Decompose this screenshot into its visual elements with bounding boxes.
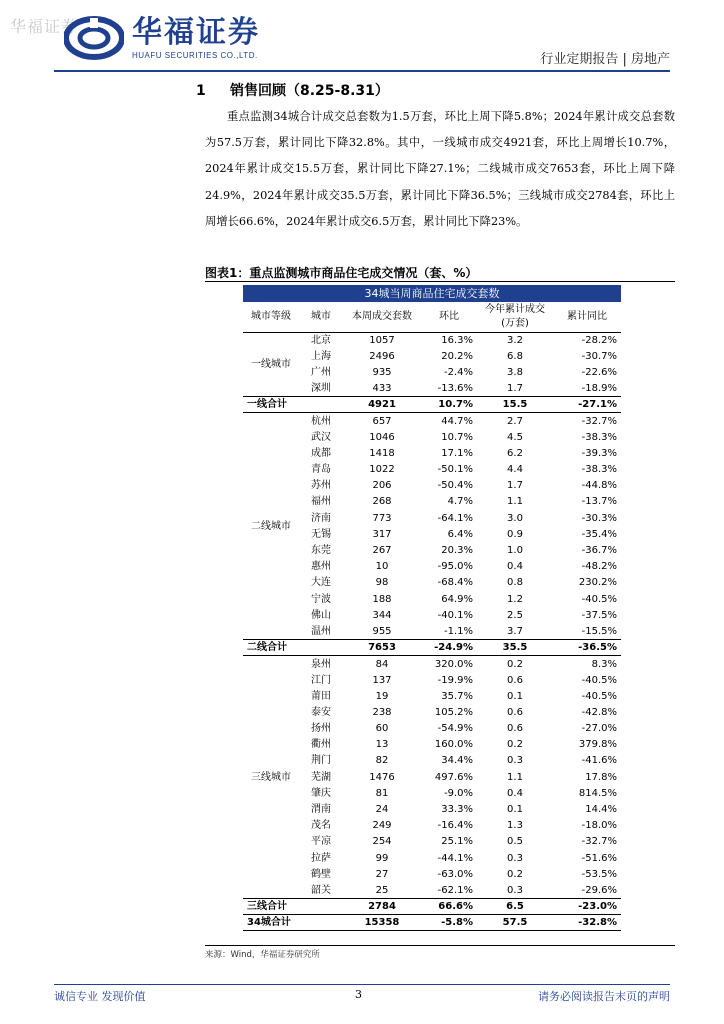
city-cell: 鹤壁: [311, 868, 331, 880]
city-cell: 衢州: [311, 739, 331, 751]
table-row: [243, 721, 621, 737]
table-row: [243, 445, 621, 461]
source-note: 来源：Wind，华福证券研究所: [205, 950, 320, 960]
ytd-units-cell: 1.1: [507, 496, 523, 508]
subtotal-row: [243, 640, 621, 656]
ytd-units-cell: 1.2: [507, 593, 523, 605]
table-row: [243, 882, 621, 898]
wow-change-cell: 10.7%: [441, 431, 473, 443]
table-row: [243, 753, 621, 769]
figure-title-rule: [205, 281, 675, 282]
weekly-units-cell: 344: [372, 609, 392, 621]
wow-change-cell: 6.4%: [447, 528, 473, 540]
weekly-units-cell: 1418: [369, 447, 395, 459]
weekly-units-cell: 137: [372, 674, 392, 686]
city-cell: 杭州: [311, 415, 331, 427]
city-cell: 大连: [311, 577, 331, 589]
weekly-units-cell: 10: [375, 561, 389, 573]
subtotal-row: [243, 397, 621, 413]
ytd-units-cell: 0.4: [507, 561, 523, 573]
weekly-units-cell: 24: [375, 804, 389, 816]
city-cell: 宁波: [311, 593, 331, 605]
weekly-units-cell: 19: [375, 690, 389, 702]
table-body: [243, 332, 621, 931]
yoy-change-cell: -40.5%: [581, 690, 617, 702]
wow-change-cell: 34.4%: [441, 755, 473, 767]
city-cell: 扬州: [311, 723, 331, 735]
table-row: [243, 801, 621, 817]
city-cell: 青岛: [311, 464, 331, 476]
wow-change-cell: -40.1%: [437, 609, 473, 621]
table-row: [243, 737, 621, 753]
weekly-units-cell: 773: [372, 512, 392, 524]
yoy-change-cell: 230.2%: [578, 577, 617, 589]
yoy-change-cell: -29.6%: [581, 884, 617, 896]
ytd-units-cell: 0.2: [507, 739, 523, 751]
yoy-change-cell: -32.7%: [581, 415, 617, 427]
wow-change-cell: -16.4%: [437, 820, 473, 832]
wow-change-cell: 33.3%: [441, 804, 473, 816]
table-row: [243, 769, 621, 785]
table-row: [243, 785, 621, 801]
table-row: [243, 607, 621, 623]
wow-change-cell: -62.1%: [437, 884, 473, 896]
table-row: [243, 672, 621, 688]
wow-change-cell: -13.6%: [437, 382, 473, 394]
yoy-change-cell: -39.3%: [581, 447, 617, 459]
wow-change-cell: 17.1%: [441, 447, 473, 459]
table-row: [243, 462, 621, 478]
ytd-units-cell: 2.5: [507, 609, 523, 621]
wow-change-cell: -64.1%: [437, 512, 473, 524]
ytd-units-total: 15.5: [477, 397, 553, 413]
weekly-units-cell: 249: [372, 820, 392, 832]
table-row: [243, 623, 621, 639]
weekly-units-total: 7653: [343, 640, 421, 656]
table-row: [243, 478, 621, 494]
yoy-change-cell: -30.7%: [581, 350, 617, 362]
subtotal-label: 二线合计: [243, 640, 343, 656]
tier-label: 二线城市: [251, 520, 291, 532]
yoy-change-cell: -18.9%: [581, 382, 617, 394]
ytd-units-cell: 1.0: [507, 545, 523, 557]
wow-change-total: -24.9%: [421, 640, 477, 656]
city-cell: 韶关: [311, 884, 331, 896]
ytd-units-cell: 0.2: [507, 658, 523, 670]
ytd-units-cell: 6.8: [507, 350, 523, 362]
wow-change-cell: 4.7%: [447, 496, 473, 508]
city-cell: 无锡: [311, 528, 331, 540]
summary-paragraph: 重点监测34城合计成交总套数为1.5万套，环比上周下降5.8%；2024年累计成交总套数为57.5万套，累计同比下降32.8%。其中，一线城市成交4921套，环比上周增长10.7%，2024年累计成交15.5万套，累计同比下降27.1%；二线城市成交7653套，环比上周下降24.9%，2024年累计成交35.5万套，累计同比下降36.5%；三线城市成交2784套，环比上周增长66.6%，2024年累计成交6.5万套，累计同比下降23%。: [205, 110, 675, 228]
wow-change-cell: 320.0%: [434, 658, 473, 670]
company-logo: [64, 14, 274, 68]
header-divider: [54, 70, 670, 72]
wow-change-cell: -54.9%: [437, 723, 473, 735]
section-number: 1: [196, 83, 206, 99]
wow-change-cell: -50.1%: [437, 464, 473, 476]
wow-change-cell: -50.4%: [437, 480, 473, 492]
city-cell: 上海: [311, 350, 331, 362]
wow-change-total: 10.7%: [421, 397, 477, 413]
yoy-change-cell: -44.8%: [581, 480, 617, 492]
yoy-change-cell: -42.8%: [581, 706, 617, 718]
city-cell: 北京: [311, 334, 331, 346]
table-row: [243, 850, 621, 866]
weekly-units-cell: 60: [375, 723, 389, 735]
weekly-units-cell: 188: [372, 593, 392, 605]
ytd-units-cell: 0.6: [507, 706, 523, 718]
yoy-change-cell: -32.7%: [581, 836, 617, 848]
yoy-change-cell: -36.7%: [581, 545, 617, 557]
yoy-change-cell: -15.5%: [581, 625, 617, 637]
city-cell: 广州: [311, 366, 331, 378]
ytd-units-total: 6.5: [477, 899, 553, 915]
wow-change-cell: -95.0%: [437, 561, 473, 573]
city-cell: 渭南: [311, 804, 331, 816]
yoy-change-cell: -41.6%: [581, 755, 617, 767]
ytd-units-cell: 0.1: [507, 804, 523, 816]
table-row: [243, 688, 621, 704]
yoy-change-cell: -40.5%: [581, 593, 617, 605]
section-heading: [196, 80, 389, 100]
col-header-city: 城市: [299, 302, 343, 332]
weekly-units-cell: 433: [372, 382, 392, 394]
weekly-units-cell: 25: [375, 884, 389, 896]
weekly-units-cell: 1057: [369, 334, 395, 346]
city-cell: 济南: [311, 512, 331, 524]
wow-change-cell: -44.1%: [437, 852, 473, 864]
weekly-units-total: 4921: [343, 397, 421, 413]
weekly-units-cell: 657: [372, 415, 392, 427]
yoy-change-cell: -18.0%: [581, 820, 617, 832]
logo-swirl-icon: [64, 16, 124, 60]
city-cell: 肇庆: [311, 787, 331, 799]
city-cell: 拉萨: [311, 852, 331, 864]
yoy-change-cell: -38.3%: [581, 464, 617, 476]
yoy-change-cell: -22.6%: [581, 366, 617, 378]
table-row: [243, 429, 621, 445]
table-row: [243, 348, 621, 364]
ytd-units-cell: 3.8: [507, 366, 523, 378]
ytd-units-cell: 1.7: [507, 382, 523, 394]
yoy-change-cell: -40.5%: [581, 674, 617, 686]
table-row: [243, 364, 621, 380]
wow-change-cell: 35.7%: [441, 690, 473, 702]
col-header-wow: 环比: [421, 302, 477, 332]
wow-change-cell: 20.2%: [441, 350, 473, 362]
city-cell: 深圳: [311, 382, 331, 394]
weekly-units-cell: 267: [372, 545, 392, 557]
city-cell: 东莞: [311, 545, 331, 557]
ytd-units-cell: 1.3: [507, 820, 523, 832]
city-cell: 福州: [311, 496, 331, 508]
yoy-change-cell: 379.8%: [578, 739, 617, 751]
yoy-change-cell: -53.5%: [581, 868, 617, 880]
wow-change-cell: 20.3%: [441, 545, 473, 557]
table-row: [243, 494, 621, 510]
footer-slogan: 诚信专业 发现价值: [54, 990, 146, 1003]
ytd-units-cell: 1.7: [507, 480, 523, 492]
city-cell: 茂名: [311, 820, 331, 832]
watermark: 华福证券: [10, 17, 79, 36]
weekly-units-cell: 238: [372, 706, 392, 718]
wow-change-cell: 105.2%: [434, 706, 473, 718]
city-cell: 荆门: [311, 755, 331, 767]
subtotal-label: 一线合计: [243, 397, 343, 413]
wow-change-cell: 25.1%: [441, 836, 473, 848]
ytd-units-cell: 3.0: [507, 512, 523, 524]
logo-text-en: HUAFU SECURITIES CO.,LTD.: [132, 51, 258, 60]
weekly-units-cell: 1046: [369, 431, 395, 443]
ytd-units-cell: 0.2: [507, 868, 523, 880]
wow-change-cell: -63.0%: [437, 868, 473, 880]
table-row: [243, 575, 621, 591]
wow-change-cell: 160.0%: [434, 739, 473, 751]
yoy-change-cell: -51.6%: [581, 852, 617, 864]
weekly-units-cell: 317: [372, 528, 392, 540]
table-row: [243, 866, 621, 882]
ytd-units-cell: 3.7: [507, 625, 523, 637]
city-cell: 武汉: [311, 431, 331, 443]
table-row: [243, 704, 621, 720]
weekly-units-cell: 82: [375, 755, 389, 767]
yoy-change-total: -23.0%: [553, 899, 621, 915]
weekly-units-total: 2784: [343, 899, 421, 915]
weekly-units-cell: 935: [372, 366, 392, 378]
yoy-change-cell: 17.8%: [585, 771, 617, 783]
ytd-units-cell: 0.4: [507, 787, 523, 799]
weekly-units-cell: 1476: [369, 771, 395, 783]
source-rule: [205, 945, 675, 946]
wow-change-cell: -1.1%: [443, 625, 473, 637]
ytd-units-cell: 0.3: [507, 755, 523, 767]
tier-label: 一线城市: [251, 358, 291, 370]
col-header-ytd: 今年累计成交(万套): [477, 302, 553, 332]
wow-change-cell: 64.9%: [441, 593, 473, 605]
yoy-change-cell: -37.5%: [581, 609, 617, 621]
yoy-change-cell: -38.3%: [581, 431, 617, 443]
city-cell: 泰安: [311, 706, 331, 718]
ytd-units-cell: 4.5: [507, 431, 523, 443]
subtotal-label: 三线合计: [243, 899, 343, 915]
city-cell: 苏州: [311, 480, 331, 492]
weekly-units-cell: 1022: [369, 464, 395, 476]
weekly-units-cell: 27: [375, 868, 389, 880]
subtotal-row: [243, 899, 621, 915]
table-row: [243, 591, 621, 607]
yoy-change-grand: -32.8%: [553, 915, 621, 931]
grand-total-label: 34城合计: [243, 915, 343, 931]
wow-change-cell: -2.4%: [443, 366, 473, 378]
wow-change-grand: -5.8%: [421, 915, 477, 931]
weekly-units-cell: 13: [375, 739, 389, 751]
report-category: 行业定期报告 | 房地产: [540, 52, 670, 67]
weekly-units-cell: 84: [375, 658, 389, 670]
table-row: [243, 510, 621, 526]
table-row: [243, 834, 621, 850]
yoy-change-cell: -13.7%: [581, 496, 617, 508]
weekly-units-cell: 955: [372, 625, 392, 637]
yoy-change-cell: 814.5%: [578, 787, 617, 799]
ytd-units-cell: 0.5: [507, 836, 523, 848]
table-row: [243, 559, 621, 575]
table-row: [243, 818, 621, 834]
weekly-units-cell: 99: [375, 852, 389, 864]
wow-change-total: 66.6%: [421, 899, 477, 915]
sales-table: [243, 285, 621, 931]
weekly-units-grand: 15358: [343, 915, 421, 931]
col-header-yoy: 累计同比: [553, 302, 621, 332]
ytd-units-cell: 1.1: [507, 771, 523, 783]
city-cell: 惠州: [311, 561, 331, 573]
wow-change-cell: -19.9%: [437, 674, 473, 686]
yoy-change-cell: 8.3%: [591, 658, 617, 670]
ytd-units-total: 35.5: [477, 640, 553, 656]
section-title: 销售回顾（8.25-8.31）: [230, 83, 389, 99]
city-cell: 泉州: [311, 658, 331, 670]
ytd-units-cell: 0.1: [507, 690, 523, 702]
ytd-units-cell: 0.6: [507, 723, 523, 735]
figure-title: 图表1：重点监测城市商品住宅成交情况（套、%）: [205, 266, 478, 280]
yoy-change-total: -27.1%: [553, 397, 621, 413]
ytd-units-cell: 0.3: [507, 884, 523, 896]
wow-change-cell: -9.0%: [443, 787, 473, 799]
ytd-units-cell: 0.9: [507, 528, 523, 540]
ytd-units-cell: 0.6: [507, 674, 523, 686]
yoy-change-cell: -27.0%: [581, 723, 617, 735]
yoy-change-cell: -28.2%: [581, 334, 617, 346]
ytd-units-cell: 4.4: [507, 464, 523, 476]
col-header-tier: 城市等级: [243, 302, 299, 332]
yoy-change-cell: -35.4%: [581, 528, 617, 540]
table-row: [243, 526, 621, 542]
yoy-change-total: -36.5%: [553, 640, 621, 656]
ytd-units-cell: 3.2: [507, 334, 523, 346]
weekly-units-cell: 2496: [369, 350, 395, 362]
tier-label: 三线城市: [251, 771, 291, 783]
table-banner: 34城当周商品住宅成交套数: [243, 285, 621, 302]
table-row: [243, 542, 621, 558]
city-cell: 莆田: [311, 690, 331, 702]
weekly-units-cell: 206: [372, 480, 392, 492]
ytd-units-grand: 57.5: [477, 915, 553, 931]
ytd-units-cell: 0.8: [507, 577, 523, 589]
yoy-change-cell: 14.4%: [585, 804, 617, 816]
logo-text-cn: 华福证券: [132, 15, 260, 50]
grand-total-row: [243, 915, 621, 931]
wow-change-cell: 16.3%: [441, 334, 473, 346]
ytd-units-cell: 2.7: [507, 415, 523, 427]
wow-change-cell: -68.4%: [437, 577, 473, 589]
city-cell: 温州: [311, 625, 331, 637]
yoy-change-cell: -30.3%: [581, 512, 617, 524]
ytd-units-cell: 6.2: [507, 447, 523, 459]
wow-change-cell: 497.6%: [434, 771, 473, 783]
wow-change-cell: 44.7%: [441, 415, 473, 427]
weekly-units-cell: 81: [375, 787, 389, 799]
page-number: 3: [355, 988, 362, 1001]
col-header-weekly: 本周成交套数: [343, 302, 421, 332]
footer-disclaimer: 请务必阅读报告末页的声明: [538, 990, 670, 1003]
yoy-change-cell: -48.2%: [581, 561, 617, 573]
city-cell: 平凉: [311, 836, 331, 848]
weekly-units-cell: 98: [375, 577, 389, 589]
weekly-units-cell: 268: [372, 496, 392, 508]
ytd-units-cell: 0.3: [507, 852, 523, 864]
city-cell: 江门: [311, 674, 331, 686]
table-row: [243, 381, 621, 397]
city-cell: 芜湖: [311, 771, 331, 783]
table-row: [243, 332, 621, 348]
table-row: [243, 413, 621, 429]
footer-divider: [54, 984, 670, 985]
table-row: [243, 656, 621, 672]
city-cell: 成都: [311, 447, 331, 459]
weekly-units-cell: 254: [372, 836, 392, 848]
city-cell: 佛山: [311, 609, 331, 621]
